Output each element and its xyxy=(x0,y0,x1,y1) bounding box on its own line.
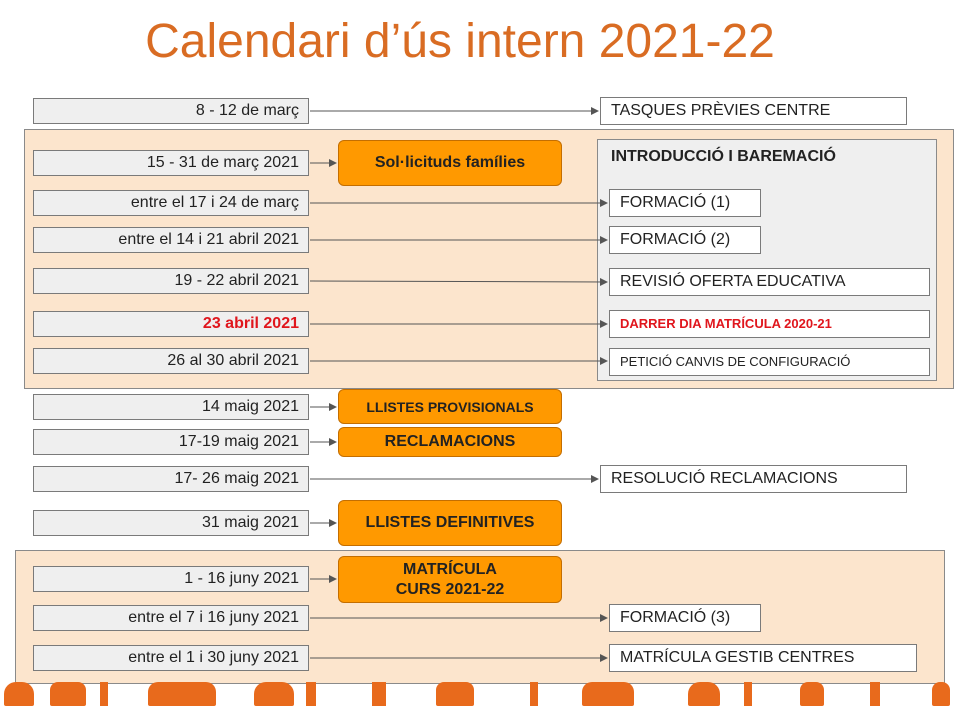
date-box: 26 al 30 abril 2021 xyxy=(33,348,309,374)
figure-decoration xyxy=(4,682,34,706)
task-box: PETICIÓ CANVIS DE CONFIGURACIÓ xyxy=(609,348,930,376)
figure-decoration xyxy=(436,682,474,706)
figure-decoration xyxy=(932,682,950,706)
introduccio-baremacio-title: INTRODUCCIÓ I BAREMACIÓ xyxy=(611,148,836,165)
figure-decoration xyxy=(306,682,316,706)
figure-decoration xyxy=(100,682,108,706)
step-box: Sol·licituds famílies xyxy=(338,140,562,186)
figure-decoration xyxy=(800,682,824,706)
task-box: FORMACIÓ (1) xyxy=(609,189,761,217)
date-box-highlight: 23 abril 2021 xyxy=(33,311,309,337)
step-box: MATRÍCULA CURS 2021-22 xyxy=(338,556,562,603)
date-box: 8 - 12 de març xyxy=(33,98,309,124)
task-box: FORMACIÓ (3) xyxy=(609,604,761,632)
figure-decoration xyxy=(870,682,880,706)
arrow xyxy=(310,281,607,282)
task-box: MATRÍCULA GESTIB CENTRES xyxy=(609,644,917,672)
date-box: entre el 1 i 30 juny 2021 xyxy=(33,645,309,671)
date-box: 19 - 22 abril 2021 xyxy=(33,268,309,294)
date-box: 17-19 maig 2021 xyxy=(33,429,309,455)
date-box: entre el 17 i 24 de març xyxy=(33,190,309,216)
figure-decoration xyxy=(372,682,386,706)
figure-decoration xyxy=(530,682,538,706)
figure-decoration xyxy=(50,682,86,706)
date-box: entre el 7 i 16 juny 2021 xyxy=(33,605,309,631)
figure-decoration xyxy=(148,682,216,706)
figure-decoration xyxy=(744,682,752,706)
task-box: FORMACIÓ (2) xyxy=(609,226,761,254)
task-box: TASQUES PRÈVIES CENTRE xyxy=(600,97,907,125)
task-box: REVISIÓ OFERTA EDUCATIVA xyxy=(609,268,930,296)
task-box-highlight: DARRER DIA MATRÍCULA 2020-21 xyxy=(609,310,930,338)
task-box: RESOLUCIÓ RECLAMACIONS xyxy=(600,465,907,493)
step-box: LLISTES PROVISIONALS xyxy=(338,389,562,424)
date-box: 1 - 16 juny 2021 xyxy=(33,566,309,592)
date-box: 14 maig 2021 xyxy=(33,394,309,420)
step-box: LLISTES DEFINITIVES xyxy=(338,500,562,546)
date-box: 15 - 31 de març 2021 xyxy=(33,150,309,176)
date-box: 17- 26 maig 2021 xyxy=(33,466,309,492)
date-box: 31 maig 2021 xyxy=(33,510,309,536)
figure-decoration xyxy=(582,682,634,706)
date-box: entre el 14 i 21 abril 2021 xyxy=(33,227,309,253)
figure-decoration xyxy=(688,682,720,706)
page-title: Calendari d’ús intern 2021-22 xyxy=(145,15,775,68)
figure-decoration xyxy=(254,682,294,706)
step-box: RECLAMACIONS xyxy=(338,427,562,457)
